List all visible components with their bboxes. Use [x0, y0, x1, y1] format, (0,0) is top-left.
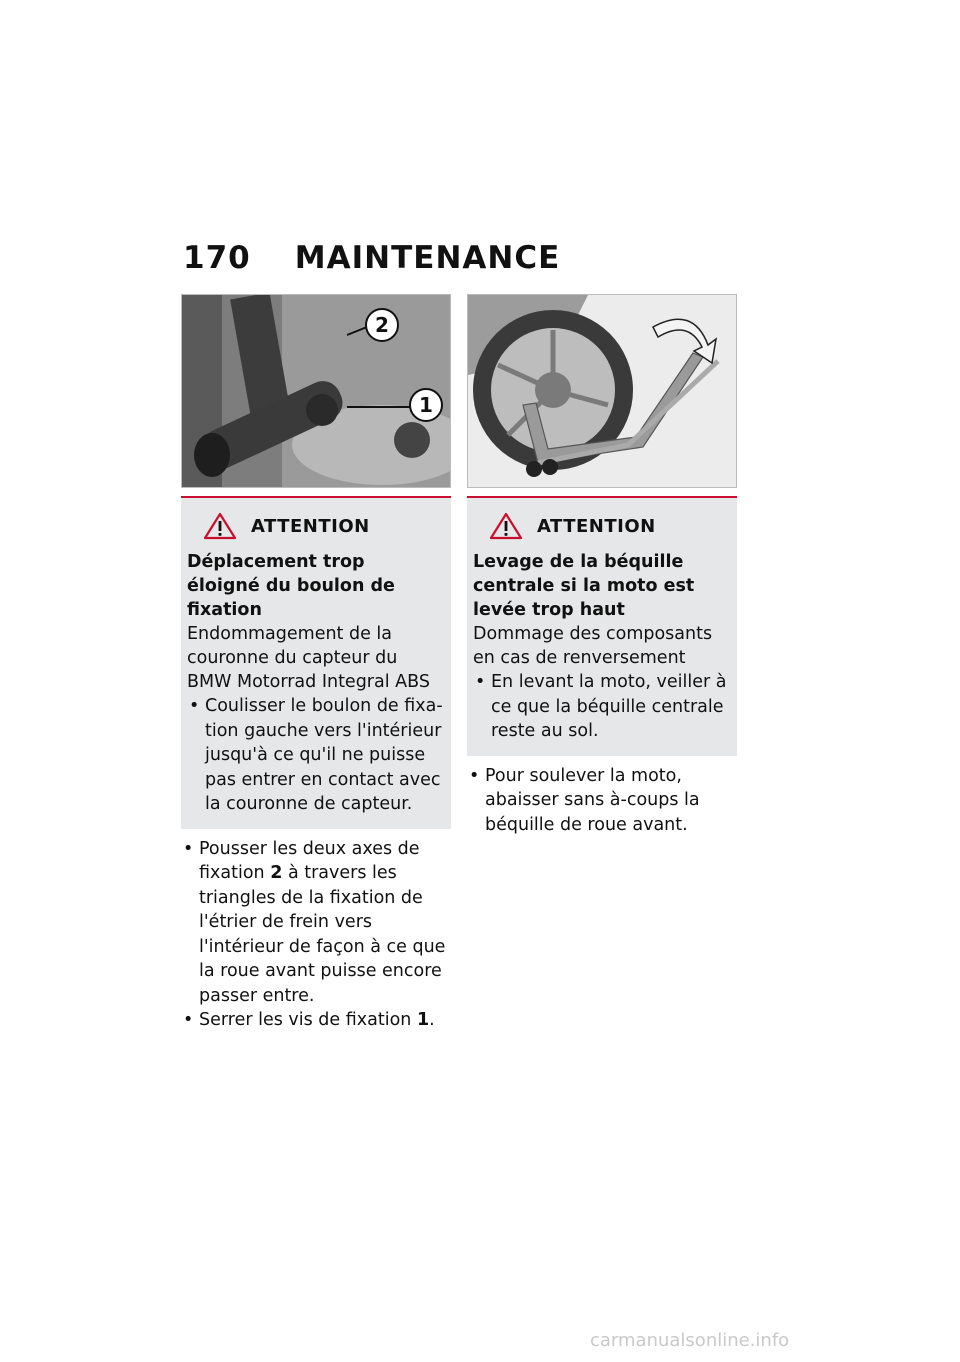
section-title: MAINTENANCE — [294, 240, 561, 276]
page-header — [183, 240, 560, 276]
warning-box — [181, 496, 451, 829]
warning-header — [489, 512, 729, 540]
warning-consequence: Endommagement de la couronne du capteur du BMW Motorrad Integral ABS — [187, 624, 430, 692]
warning-title: ATTENTION — [251, 515, 370, 537]
right-column — [467, 294, 737, 837]
warning-icon — [489, 512, 523, 540]
steps-list — [181, 837, 451, 1033]
warning-bullet: • Coulisser le boulon de fixation gauche vers l'intérieur jusqu'à ce qu'il ne puisse pas entrer en contact avec la couronne de capteur. — [187, 694, 443, 817]
left-column — [181, 294, 451, 1033]
warning-header — [203, 512, 443, 540]
step-item: • Pousser les deux axes de fixation 2 à travers les triangles de la fixation de l'étrier de frein vers l'intérieur de façon à ce que la roue avant puisse encore passer entre. — [181, 837, 447, 1009]
steps-list — [467, 764, 737, 838]
ref-number: 2 — [270, 863, 283, 883]
warning-heading: Levage de la béquille centrale si la moto est levée trop haut — [473, 552, 695, 620]
warning-bullet: • En levant la moto, veiller à ce que la béquille centrale reste au sol. — [473, 670, 729, 744]
front-wheel-stand-figure — [467, 294, 737, 488]
ref-number: 1 — [416, 1010, 430, 1030]
warning-consequence: Dommage des composants en cas de renversement — [473, 624, 713, 668]
warning-title: ATTENTION — [537, 515, 656, 537]
callout-1: 1 — [419, 393, 433, 417]
watermark: carmanualsonline.info — [590, 1330, 790, 1351]
fixing-bolts-figure — [181, 294, 451, 488]
warning-box — [467, 496, 737, 756]
step-item: • Serrer les vis de fixation 1. — [181, 1008, 447, 1033]
step-item: • Pour soulever la moto, abaisser sans à-coups la béquille de roue avant. — [467, 764, 733, 838]
warning-heading: Déplacement trop éloigné du boulon de fixation — [187, 552, 395, 620]
page-number: 170 — [183, 240, 251, 276]
warning-icon — [203, 512, 237, 540]
callout-2: 2 — [375, 313, 389, 337]
